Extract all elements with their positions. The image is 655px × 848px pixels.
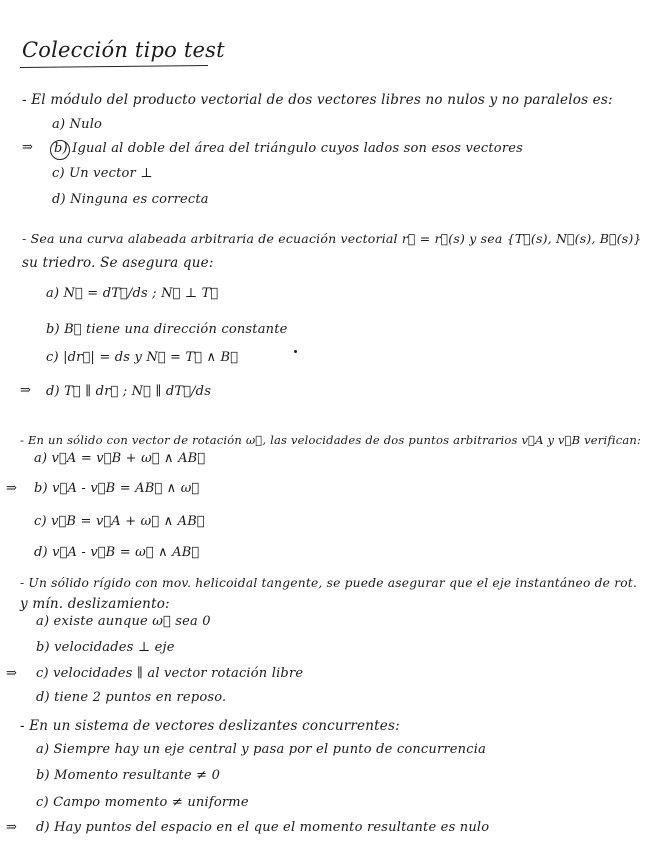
q3-option-c: c) v⃗B = v⃗A + ω⃗ ∧ AB⃗ [34,514,205,529]
q4-option-c: c) velocidades ∥ al vector rotación libre [36,666,304,681]
q2-option-a: a) N⃗ = dT⃗/ds ; N⃗ ⊥ T⃗ [46,286,219,301]
answer-arrow-mark: ⇒ [6,820,17,835]
answer-arrow-mark: ⇒ [22,140,33,155]
q3-option-b: b) v⃗A - v⃗B = AB⃗ ∧ ω⃗ [34,481,200,496]
q2-option-c: c) |dr⃗| = ds y N⃗ = T⃗ ∧ B⃗ [46,350,239,365]
answer-arrow-mark: ⇒ [6,481,17,496]
answer-arrow-mark: ⇒ [20,383,31,398]
q5-option-a: a) Siempre hay un eje central y pasa por el punto de concurrencia [36,742,487,757]
q3-option-d: d) v⃗A - v⃗B = ω⃗ ∧ AB⃗ [34,545,200,560]
q4-option-d: d) tiene 2 puntos en reposo. [36,690,227,705]
question-4-stem: - Un sólido rígido con mov. helicoidal tangente, se puede asegurar que el eje instantáneo de rot. [20,576,638,590]
q2-option-d: d) T⃗ ∥ dr⃗ ; N⃗ ∥ dT⃗/ds [46,384,212,399]
question-2-stem: - Sea una curva alabeada arbitraria de ecuación vectorial r⃗ = r⃗(s) y sea {T⃗(s), N⃗(s), B⃗(s)} [22,231,642,246]
q1-option-a: a) Nulo [52,117,103,132]
q5-option-c: c) Campo momento ≠ uniforme [36,795,249,810]
page-title: Colección tipo test [22,38,225,62]
q1-option-c: c) Un vector ⊥ [52,166,153,181]
question-4-stem-cont: y mín. deslizamiento: [20,596,170,612]
ink-dot [294,350,297,353]
q4-option-b: b) velocidades ⊥ eje [36,640,175,655]
q2-option-b: b) B⃗ tiene una dirección constante [46,322,288,337]
question-1-stem: - El módulo del producto vectorial de dos vectores libres no nulos y no paralelos es: [22,92,613,108]
q5-option-d: d) Hay puntos del espacio en el que el momento resultante es nulo [36,820,490,835]
q4-option-a: a) existe aunque ω⃗ sea 0 [36,614,211,629]
question-3-stem: - En un sólido con vector de rotación ω⃗, las velocidades de dos puntos arbitrarios v⃗A y v⃗B verifican: [20,433,642,447]
title-underline [20,65,208,68]
question-5-stem: - En un sistema de vectores deslizantes concurrentes: [20,718,400,734]
q1-option-b: b) Igual al doble del área del triángulo cuyos lados son esos vectores [54,141,524,156]
answer-arrow-mark: ⇒ [6,666,17,681]
q1-option-d: d) Ninguna es correcta [52,192,209,207]
question-2-stem-cont: su triedro. Se asegura que: [22,255,214,271]
q5-option-b: b) Momento resultante ≠ 0 [36,768,221,783]
q3-option-a: a) v⃗A = v⃗B + ω⃗ ∧ AB⃗ [34,451,206,466]
